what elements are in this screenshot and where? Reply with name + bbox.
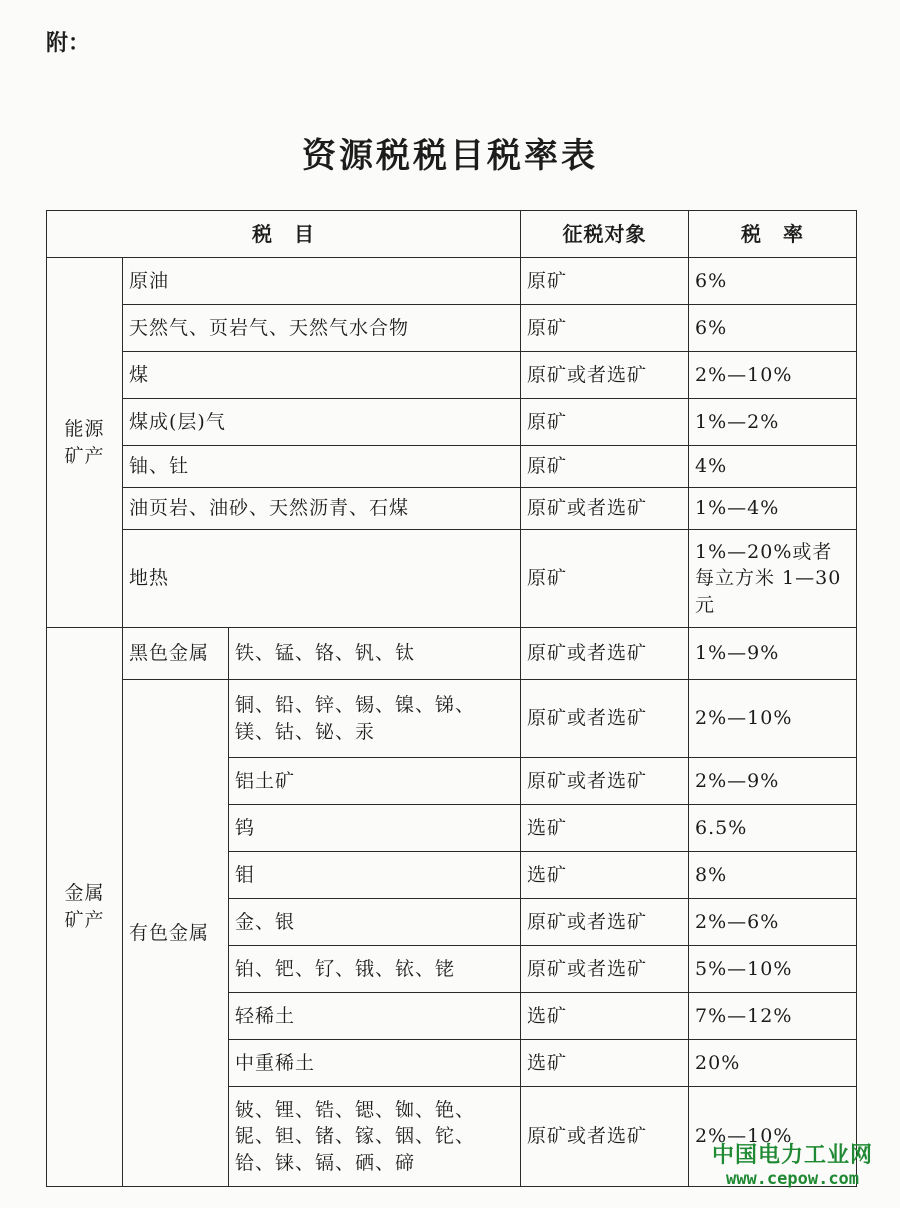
table-row bbox=[47, 488, 857, 530]
category-metal-line2: 矿产 bbox=[64, 909, 105, 931]
header-rate: 税 率 bbox=[689, 211, 857, 258]
row-object: 原矿 bbox=[521, 446, 689, 488]
category-energy-line2: 矿产 bbox=[64, 444, 105, 467]
header-object: 征税对象 bbox=[521, 211, 689, 258]
table-row bbox=[47, 352, 857, 399]
row-item: 铀、钍 bbox=[123, 446, 521, 488]
subcategory-nonferrous: 有色金属 bbox=[123, 680, 229, 1187]
table-row bbox=[47, 530, 857, 628]
row-item: 中重稀土 bbox=[229, 1040, 521, 1087]
table-row bbox=[47, 628, 857, 680]
row-object: 原矿 bbox=[521, 399, 689, 446]
row-item: 铁、锰、铬、钒、钛 bbox=[229, 628, 521, 680]
table-row bbox=[47, 680, 857, 758]
row-item: 铝土矿 bbox=[229, 758, 521, 805]
row-rate: 2%—10% bbox=[689, 680, 857, 758]
row-object: 选矿 bbox=[521, 805, 689, 852]
watermark-name: 中国电力工业网 bbox=[712, 1143, 874, 1168]
row-object: 选矿 bbox=[521, 1040, 689, 1087]
row-object: 原矿或者选矿 bbox=[521, 628, 689, 680]
category-metal-line1: 金属 bbox=[64, 882, 105, 905]
table-row bbox=[47, 446, 857, 488]
row-object: 选矿 bbox=[521, 852, 689, 899]
row-object: 原矿或者选矿 bbox=[521, 899, 689, 946]
row-rate: 2%—9% bbox=[689, 758, 857, 805]
row-item: 原油 bbox=[123, 258, 521, 305]
row-rate: 6% bbox=[689, 305, 857, 352]
row-rate: 5%—10% bbox=[689, 946, 857, 993]
watermark-url: www.cepow.com bbox=[725, 1169, 860, 1189]
row-rate: 4% bbox=[689, 446, 857, 488]
row-rate: 1%—9% bbox=[689, 628, 857, 680]
row-item: 铂、钯、钌、锇、铱、铑 bbox=[229, 946, 521, 993]
row-object: 原矿或者选矿 bbox=[521, 488, 689, 530]
tax-rate-table bbox=[46, 210, 857, 1187]
row-object: 原矿 bbox=[521, 305, 689, 352]
row-rate: 2%—6% bbox=[689, 899, 857, 946]
row-object: 原矿或者选矿 bbox=[521, 680, 689, 758]
row-item: 金、银 bbox=[229, 899, 521, 946]
table-row bbox=[47, 399, 857, 446]
row-rate: 1%—20%或者每立方米 1—30元 bbox=[689, 530, 857, 628]
row-item: 钼 bbox=[229, 852, 521, 899]
row-item: 地热 bbox=[123, 530, 521, 628]
page-title: 资源税税目税率表 bbox=[302, 136, 598, 176]
table-row bbox=[47, 258, 857, 305]
row-object: 原矿 bbox=[521, 258, 689, 305]
row-item: 钨 bbox=[229, 805, 521, 852]
header-item: 税 目 bbox=[47, 211, 521, 258]
row-item: 煤成(层)气 bbox=[123, 399, 521, 446]
row-rate: 2%—10% bbox=[689, 1087, 857, 1187]
row-item: 铍、锂、锆、锶、铷、铯、铌、钽、锗、镓、铟、铊、铪、铼、镉、硒、碲 bbox=[229, 1087, 521, 1187]
row-rate: 20% bbox=[689, 1040, 857, 1087]
category-energy-line1: 能源 bbox=[64, 417, 105, 440]
row-rate: 1%—4% bbox=[689, 488, 857, 530]
row-item: 天然气、页岩气、天然气水合物 bbox=[123, 305, 521, 352]
category-metal bbox=[47, 628, 123, 1187]
row-item: 油页岩、油砂、天然沥青、石煤 bbox=[123, 488, 521, 530]
subcategory-ferrous: 黑色金属 bbox=[123, 628, 229, 680]
row-object: 原矿 bbox=[521, 530, 689, 628]
row-item: 轻稀土 bbox=[229, 993, 521, 1040]
row-object: 原矿或者选矿 bbox=[521, 352, 689, 399]
row-item: 煤 bbox=[123, 352, 521, 399]
row-rate: 8% bbox=[689, 852, 857, 899]
row-rate: 6.5% bbox=[689, 805, 857, 852]
row-rate: 2%—10% bbox=[689, 352, 857, 399]
row-object: 原矿或者选矿 bbox=[521, 946, 689, 993]
site-watermark bbox=[712, 1138, 873, 1189]
row-rate: 1%—2% bbox=[689, 399, 857, 446]
table-header-row bbox=[47, 211, 857, 258]
row-object: 选矿 bbox=[521, 993, 689, 1040]
row-object: 原矿或者选矿 bbox=[521, 1087, 689, 1187]
row-item: 铜、铅、锌、锡、镍、锑、镁、钴、铋、汞 bbox=[229, 680, 521, 758]
appendix-label: 附： bbox=[46, 31, 91, 56]
row-rate: 6% bbox=[689, 258, 857, 305]
category-energy bbox=[47, 258, 123, 628]
table-row bbox=[47, 305, 857, 352]
row-rate: 7%—12% bbox=[689, 993, 857, 1040]
row-object: 原矿或者选矿 bbox=[521, 758, 689, 805]
